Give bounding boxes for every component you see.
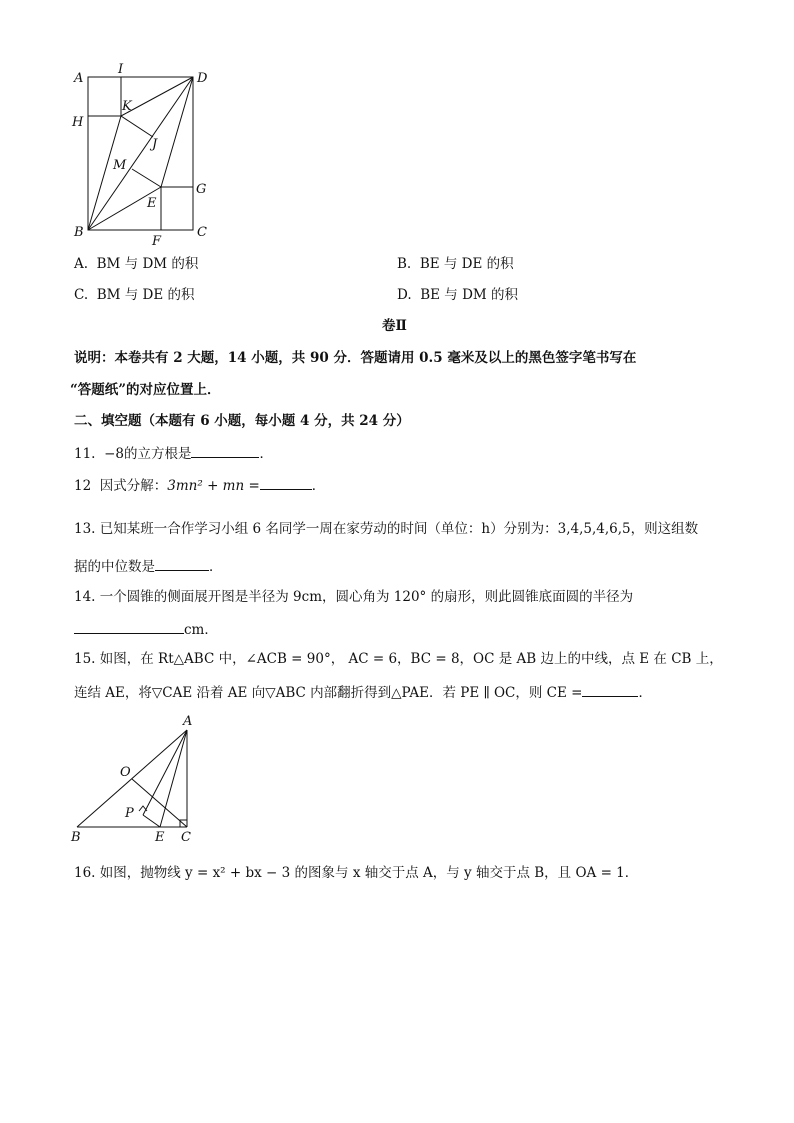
label-G: G — [196, 182, 207, 197]
label-E2: E — [155, 830, 165, 845]
answer-blank-15[interactable] — [582, 682, 638, 697]
section-note-line1: 说明：本卷共有 2 大题，14 小题，共 90 分．答题请用 0.5 毫米及以上的黑色签字笔书写在 — [74, 350, 637, 366]
question-13-line1: 13. 已知某班一合作学习小组 6 名同学一周在家劳动的时间（单位：h）分别为：3,4,5,4,6,5，则这组数 — [74, 521, 699, 537]
label-K: K — [122, 99, 132, 114]
section-title: 卷Ⅱ — [382, 318, 407, 334]
figure-triangle-diagram — [65, 710, 205, 845]
label-B2: B — [71, 830, 81, 845]
section-note-line2: “答题纸”的对应位置上． — [70, 382, 221, 398]
part-title: 二、填空题（本题有 6 小题，每小题 4 分，共 24 分） — [74, 413, 410, 429]
question-14-line2: cm． — [74, 619, 218, 639]
answer-blank-13[interactable] — [155, 556, 209, 571]
figure-rectangle-diagram — [60, 60, 220, 250]
label-C2: C — [181, 830, 191, 845]
answer-blank-11[interactable] — [191, 443, 259, 458]
label-J: J — [152, 137, 158, 152]
label-M: M — [113, 158, 127, 173]
label-A2: A — [183, 714, 193, 729]
option-b: B. BE 与 DE 的积 — [397, 256, 514, 272]
option-a: A. BM 与 DM 的积 — [74, 256, 199, 272]
label-D: D — [197, 71, 208, 86]
label-E: E — [147, 196, 157, 211]
option-d: D. BE 与 DM 的积 — [397, 287, 519, 303]
label-O: O — [120, 765, 131, 780]
answer-blank-12[interactable] — [260, 475, 312, 490]
label-A: A — [74, 71, 84, 86]
label-C: C — [197, 225, 207, 240]
label-B: B — [74, 225, 84, 240]
question-15-line2: 连结 AE，将▽CAE 沿着 AE 向▽ABC 内部翻折得到△PAE．若 PE ∥ OC，则 CE = ． — [74, 682, 652, 702]
question-15-line1: 15. 如图，在 Rt△ABC 中，∠ACB = 90°， AC = 6，BC = 8，OC 是 AB 边上的中线，点 E 在 CB 上， — [74, 651, 723, 667]
question-12: 12 因式分解：3mn² + mn = ． — [74, 475, 325, 495]
question-16-line1: 16. 如图，抛物线 y = x² + bx − 3 的图象与 x 轴交于点 A，与 y 轴交于点 B，且 OA = 1． — [74, 865, 639, 881]
question-11: 11. −8的立方根是 ． — [74, 443, 273, 463]
answer-blank-14[interactable] — [74, 619, 184, 634]
label-P: P — [125, 806, 134, 821]
option-c: C. BM 与 DE 的积 — [74, 287, 195, 303]
label-F: F — [152, 234, 162, 249]
question-14-line1: 14. 一个圆锥的侧面展开图是半径为 9cm，圆心角为 120° 的扇形，则此圆锥底面圆的半径为 — [74, 589, 634, 605]
label-I: I — [118, 62, 124, 77]
question-13-line2: 据的中位数是 ． — [74, 556, 223, 576]
label-H: H — [72, 115, 84, 130]
